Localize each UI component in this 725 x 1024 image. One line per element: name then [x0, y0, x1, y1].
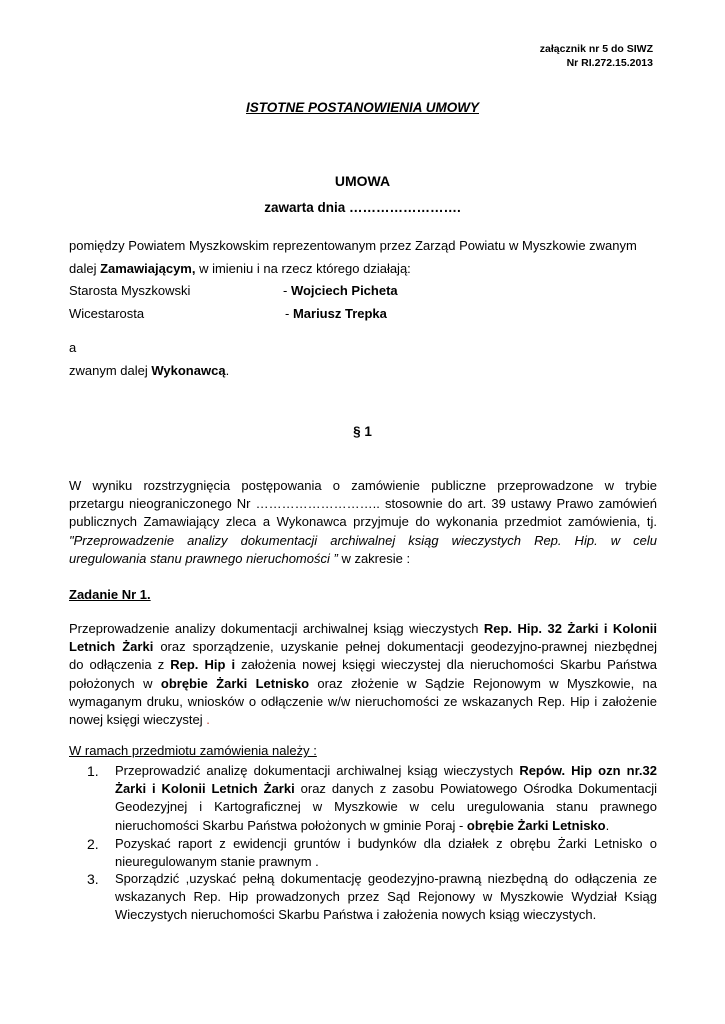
and-word: a: [69, 340, 77, 355]
scope-heading: W ramach przedmiotu zamówienia należy :: [69, 743, 317, 758]
contractor-block: [69, 337, 657, 382]
parties-between: pomiędzy Powiatem Myszkowskim reprezentowanym przez Zarząd Powiatu w Myszkowie zwanym: [69, 238, 637, 253]
parties-client: dalej Zamawiającym, w imieniu i na rzecz którego działają:: [69, 260, 411, 276]
list-item: 1. Przeprowadzić analizę dokumentacji archiwalnej ksiąg wieczystych Repów. Hip ozn nr.32 Żarki i Kolonii Letnich Żarki oraz danych z zasobu Powiatowego Ośrodka Dokumentacji Geodezyjnej i Kartograficznej w Myszkowie w celu uregulowania stanu prawnego nieruchomości Skarbu Państwa położonych w gminie Poraj - obrębie Żarki Letnisko.: [87, 763, 658, 833]
list-item: 2. Pozyskać raport z ewidencji gruntów i budynków dla działek z obrębu Żarki Letnisko o nieuregulowanym stanie prawnym .: [87, 836, 657, 870]
representative-name: Wojciech Picheta: [290, 283, 398, 298]
reference-number: Nr RI.272.15.2013: [566, 56, 653, 69]
document-title: ISTOTNE POSTANOWIENIA UMOWY: [245, 100, 479, 115]
list-item: 3. Sporządzić ,uzyskać pełną dokumentację geodezyjno-prawną niezbędną do odłączenia ze wskazanych Rep. Hip prowadzonych przez Sąd Rejonowy w Myszkowie Wydział Ksiąg Wieczystych nieruchomości Skarbu Państwa i założenia nowych ksiąg wieczystych.: [87, 871, 657, 923]
task-heading: Zadanie Nr 1.: [69, 587, 151, 602]
representative-name: Mariusz Trepka: [292, 305, 387, 321]
task-paragraph: Przeprowadzenie analizy dokumentacji archiwalnej ksiąg wieczystych Rep. Hip. 32 Żarki i Kolonii Letnich Żarki oraz sporządzenie, uzyskanie pełnej dokumentacji geodezyjno-prawnej niezbędnej do odłączenia z Rep. Hip i założenia nowej księgi wieczystej dla nieruchomości Skarbu Państwa położonych w obrębie Żarki Letnisko oraz złożenie w Sądzie Rejonowym w Myszkowie, na wymaganym druku, wniosków o odłączenie w/w nieruchomości ze wskazanych Rep. Hip i założenie nowej księgi wieczystej .: [69, 621, 657, 728]
annex-label: załącznik nr 5 do SIWZ: [539, 43, 653, 55]
representative-row: Starosta Myszkowski - Wojciech Picheta: [69, 283, 398, 298]
contract-date-line: zawarta dnia …………………….: [264, 200, 461, 215]
contractor-line: zwanym dalej Wykonawcą.: [69, 362, 230, 378]
section-number: § 1: [353, 424, 372, 439]
contract-heading: UMOWA: [334, 173, 391, 189]
representative-row: Wicestarosta - Mariusz Trepka: [69, 305, 387, 321]
intro-paragraph: W wyniku rozstrzygnięcia postępowania o zamówienie publiczne przeprowadzone w trybie przetargu nieograniczonego Nr ……………………….. stosownie do art. 39 ustawy Prawo zamówień publicznych Zamawiający zleca a Wykonawca przyjmuje do wykonania przedmiot zamówienia, tj. "Przeprowadzenie analizy dokumentacji archiwalnej ksiąg wieczystych Rep. Hip. w celu uregulowania stanu prawnego nieruchomości ” w zakresie :: [69, 478, 657, 566]
parties-block: [69, 235, 657, 325]
document-header: [540, 43, 653, 70]
